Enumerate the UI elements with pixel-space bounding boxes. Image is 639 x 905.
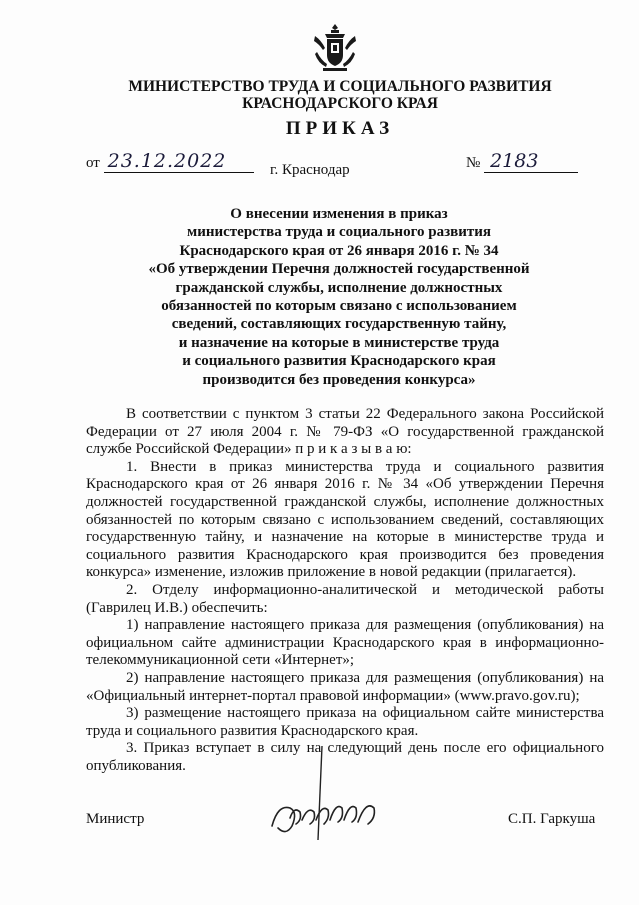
ministry-name-line1: МИНИСТЕРСТВО ТРУДА И СОЦИАЛЬНОГО РАЗВИТИЯ <box>128 78 552 95</box>
subject-line: и социального развития Краснодарского края <box>182 353 496 370</box>
subject-line: «Об утверждении Перечня должностей государственной <box>148 261 530 278</box>
number-prefix: № <box>466 155 481 171</box>
subject-line: О внесении изменения в приказ <box>230 206 448 222</box>
coat-of-arms-icon <box>311 22 359 74</box>
body-paragraph: 1) направление настоящего приказа для размещения (опубликования) на официальном сайте администрации Краснодарского края в информационно-телекоммуникационной сети «Интернет»; <box>86 617 604 669</box>
subject-line: Краснодарского края от 26 января 2016 г. № 34 <box>179 242 499 259</box>
handwritten-date: 23.12.2022 <box>104 150 254 173</box>
handwritten-number: 2183 <box>484 150 578 173</box>
body-paragraph: 2) направление настоящего приказа для размещения (опубликования) на «Официальный интернет-портал правовой информации» (www.pravo.gov.ru); <box>86 669 604 704</box>
body-paragraph: В соответствии с пунктом 3 статьи 22 Федерального закона Российской Федерации от 27 июля 2004 г. № 79-ФЗ «О государственной гражданской службе Российской Федерации» п р и к а з ы в а ю: <box>86 406 604 458</box>
subject-line: обязанностей по которым связано с использованием <box>161 298 517 315</box>
subject-line: и назначение на которые в министерстве труда <box>178 334 500 351</box>
subject-line: сведений, составляющих государственную тайну, <box>171 316 507 333</box>
document-type-title: ПРИКАЗ <box>285 118 395 139</box>
order-date <box>86 150 254 173</box>
body-paragraph: 3. Приказ вступает в силу на следующий день после его официального опубликования. <box>86 740 604 774</box>
order-subject <box>120 205 558 389</box>
order-body <box>86 406 604 775</box>
order-number <box>466 150 578 173</box>
subject-line: гражданской службы, исполнение должностных <box>175 279 503 296</box>
body-paragraph: 2. Отделу информационно-аналитической и методической работы (Гаврилец И.В.) обеспечить: <box>86 581 604 616</box>
signatory-title: Министр <box>86 811 145 827</box>
city: г. Краснодар <box>270 162 350 178</box>
signatory-name: С.П. Гаркуша <box>508 811 596 827</box>
subject-line: производится без проведения конкурса» <box>202 371 476 388</box>
signature-icon <box>262 740 402 850</box>
subject-line: министерства труда и социального развития <box>186 224 492 241</box>
ministry-name-line2: КРАСНОДАРСКОГО КРАЯ <box>242 95 438 112</box>
body-paragraph: 1. Внести в приказ министерства труда и социального развития Краснодарского края от 26 января 2016 г. № 34 «Об утверждении Перечня должностей государственной гражданской службы, исполнение должностных обязанностей по которым связано с использованием сведений, составляющих государственную тайну, и назначение на которые в министерстве труда и социального развития Краснодарского края производится без проведения конкурса» изменение, изложив приложение в новой редакции (прилагается). <box>86 458 604 581</box>
body-paragraph: 3) размещение настоящего приказа на официальном сайте министерства труда и социального развития Краснодарского края. <box>86 705 604 739</box>
date-prefix: от <box>86 155 100 171</box>
